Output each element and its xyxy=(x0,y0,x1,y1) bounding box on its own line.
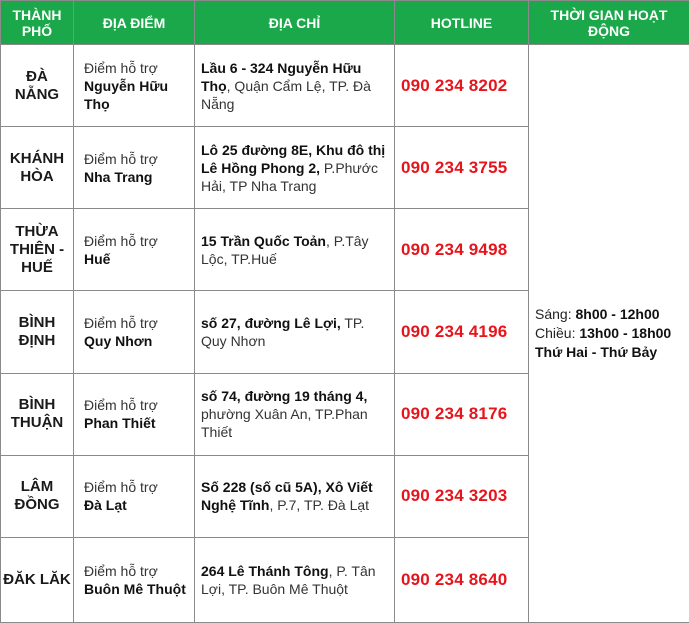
address-cell xyxy=(195,209,395,291)
hotline-number[interactable]: 090 234 8176 xyxy=(395,373,529,455)
place-cell xyxy=(74,45,195,127)
address-main: số 27, đường Lê Lợi, xyxy=(201,314,341,331)
hours-morning-time: 8h00 - 12h00 xyxy=(575,306,660,322)
city-cell: THỪA THIÊN - HUẾ xyxy=(1,209,74,291)
header-hours: THỜI GIAN HOẠT ĐỘNG xyxy=(529,1,689,45)
place-prefix: Điểm hỗ trợ xyxy=(84,232,158,249)
address-main: 264 Lê Thánh Tông xyxy=(201,562,329,579)
place-prefix: Điểm hỗ trợ xyxy=(84,59,158,76)
table-header-row xyxy=(1,1,689,45)
city-cell: BÌNH THUẬN xyxy=(1,373,74,455)
hours-afternoon-time: 13h00 - 18h00 xyxy=(579,325,672,341)
address-detail: TP. Quy Nhơn xyxy=(201,314,365,349)
hotline-number[interactable]: 090 234 9498 xyxy=(395,209,529,291)
address-detail: , Quận Cẩm Lệ, TP. Đà Nẵng xyxy=(201,77,371,112)
place-cell xyxy=(74,209,195,291)
city-cell: ĐĂK LĂK xyxy=(1,537,74,622)
opening-hours-cell xyxy=(529,45,689,623)
place-prefix: Điểm hỗ trợ xyxy=(84,397,158,414)
table-row xyxy=(1,45,689,127)
city-cell: KHÁNH HÒA xyxy=(1,127,74,209)
address-detail: phường Xuân An, TP.Phan Thiết xyxy=(201,406,368,441)
place-cell xyxy=(74,291,195,373)
hotline-number[interactable]: 090 234 3203 xyxy=(395,455,529,537)
hours-morning-label: Sáng: xyxy=(535,306,576,322)
place-name: Buôn Mê Thuột xyxy=(84,580,186,597)
place-prefix: Điểm hỗ trợ xyxy=(84,562,158,579)
hotline-number[interactable]: 090 234 8202 xyxy=(395,45,529,127)
city-cell: BÌNH ĐỊNH xyxy=(1,291,74,373)
place-cell xyxy=(74,127,195,209)
place-cell xyxy=(74,455,195,537)
place-name: Huế xyxy=(84,250,111,267)
hotline-number[interactable]: 090 234 3755 xyxy=(395,127,529,209)
address-main: Số 228 (số cũ 5A), Xô Viết Nghệ Tĩnh xyxy=(201,479,373,514)
address-detail: , P. Tân Lợi, TP. Buôn Mê Thuột xyxy=(201,562,376,597)
city-cell: LÂM ĐỒNG xyxy=(1,455,74,537)
address-detail: P.Phước Hải, TP Nha Trang xyxy=(201,159,378,194)
header-place: ĐỊA ĐIỂM xyxy=(74,1,195,45)
address-main: Lô 25 đường 8E, Khu đô thị Lê Hồng Phong 2, xyxy=(201,141,386,176)
hours-afternoon xyxy=(535,324,683,343)
place-prefix: Điểm hỗ trợ xyxy=(84,479,158,496)
place-name: Nguyễn Hữu Thọ xyxy=(84,77,169,112)
address-main: Lầu 6 - 324 Nguyễn Hữu Thọ xyxy=(201,59,362,94)
header-city: THÀNH PHỐ xyxy=(1,1,74,45)
place-name: Nha Trang xyxy=(84,168,153,185)
place-name: Quy Nhơn xyxy=(84,332,153,349)
address-main: số 74, đường 19 tháng 4, xyxy=(201,388,368,405)
hours-days: Thứ Hai - Thứ Bảy xyxy=(535,344,658,360)
hours-morning xyxy=(535,305,683,324)
address-detail: , P.Tây Lộc, TP.Huế xyxy=(201,232,369,267)
place-name: Phan Thiết xyxy=(84,415,156,432)
address-cell xyxy=(195,291,395,373)
address-cell xyxy=(195,455,395,537)
header-address: ĐỊA CHỈ xyxy=(195,1,395,45)
address-cell xyxy=(195,537,395,622)
hotline-number[interactable]: 090 234 4196 xyxy=(395,291,529,373)
city-cell: ĐÀ NẴNG xyxy=(1,45,74,127)
place-name: Đà Lạt xyxy=(84,497,127,514)
address-cell xyxy=(195,373,395,455)
place-cell xyxy=(74,373,195,455)
place-prefix: Điểm hỗ trợ xyxy=(84,314,158,331)
hours-afternoon-label: Chiều: xyxy=(535,325,580,341)
address-main: 15 Trần Quốc Toản xyxy=(201,232,326,249)
address-cell xyxy=(195,127,395,209)
address-cell xyxy=(195,45,395,127)
address-detail: , P.7, TP. Đà Lạt xyxy=(269,497,370,514)
header-hotline: HOTLINE xyxy=(395,1,529,45)
place-cell xyxy=(74,537,195,622)
place-prefix: Điểm hỗ trợ xyxy=(84,150,158,167)
hotline-number[interactable]: 090 234 8640 xyxy=(395,537,529,622)
